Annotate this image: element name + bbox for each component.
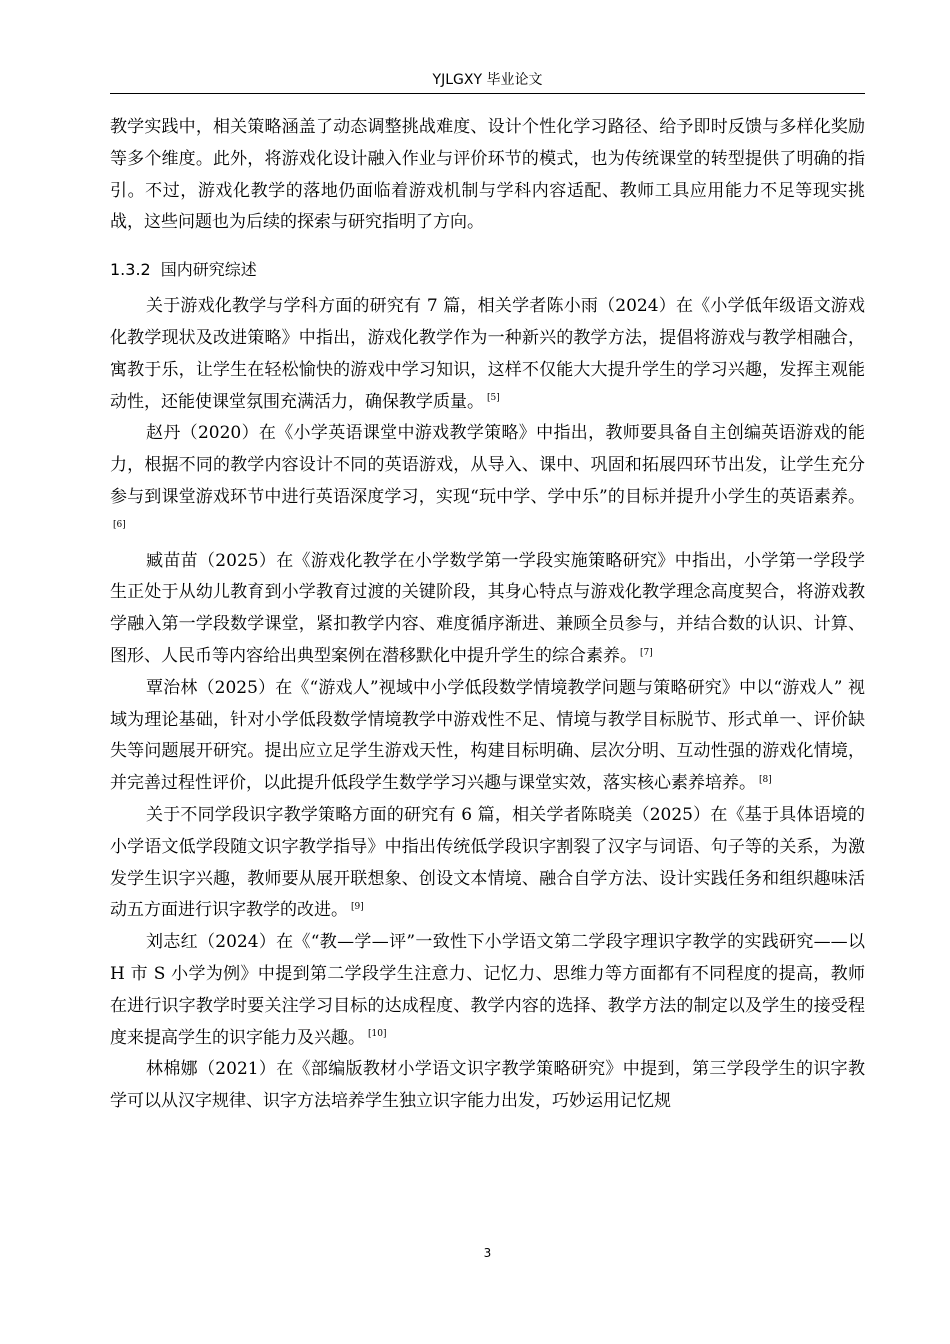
paragraph-qin-zhilin — [110, 673, 865, 800]
section-number: 1.3.2 — [110, 260, 151, 280]
citation-marker: [10] — [368, 1029, 387, 1040]
paragraph-zhao-dan — [110, 418, 865, 545]
paragraph-chen-xiaoyu — [110, 291, 865, 418]
continuation-paragraph: 教学实践中，相关策略涵盖了动态调整挑战难度、设计个性化学习路径、给予即时反馈与多样化奖励等多个维度。此外，将游戏化设计融入作业与评价环节的模式，也为传统课堂的转型提供了明确的指引。不过，游戏化教学的落地仍面临着游戏机制与学科内容适配、教师工具应用能力不足等现实挑战，这些问题也为后续的探索与研究指明了方向。 — [110, 117, 865, 233]
paragraph-text: 关于游戏化教学与学科方面的研究有 7 篇，相关学者陈小雨（2024）在《小学低年级语文游戏化教学现状及改进策略》中指出，游戏化教学作为一种新兴的教学方法，提倡将游戏与教学相融合，寓教于乐，让学生在轻松愉快的游戏中学习知识，这样不仅能大大提升学生的学习兴趣，发挥主观能动性，还能使课堂氛围充满活力，确保教学质量。 — [110, 296, 865, 412]
paragraph-zang-miaomiao — [110, 546, 865, 673]
page-body — [110, 112, 865, 1118]
citation-marker: [8] — [759, 774, 772, 785]
paragraph-text: 林棉娜（2021）在《部编版教材小学语文识字教学策略研究》中提到，第三学段学生的识字教学可以从汉字规律、识字方法培养学生独立识字能力出发，巧妙运用记忆规 — [110, 1059, 865, 1112]
paragraph-liu-zhihong — [110, 927, 865, 1054]
running-header: YJLGXY 毕业论文 — [432, 72, 543, 88]
paragraph-lin-mianna — [110, 1054, 865, 1118]
citation-marker: [6] — [113, 520, 126, 531]
header-rule — [110, 93, 865, 94]
section-heading — [110, 259, 865, 281]
citation-marker: [9] — [351, 902, 364, 913]
paragraph-text: 臧苗苗（2025）在《游戏化教学在小学数学第一学段实施策略研究》中指出，小学第一学段学生正处于从幼儿教育到小学教育过渡的关键阶段，其身心特点与游戏化教学理念高度契合，将游戏教学融入第一学段数学课堂，紧扣教学内容、难度循序渐进、兼顾全员参与，并结合数的认识、计算、图形、人民币等内容给出典型案例在潜移默化中提升学生的综合素养。 — [110, 550, 865, 666]
citation-marker: [5] — [487, 393, 500, 404]
paragraph-text: 关于不同学段识字教学策略方面的研究有 6 篇，相关学者陈晓美（2025）在《基于具体语境的小学语文低学段随文识字教学指导》中指出传统低学段识字割裂了汉字与词语、句子等的关系，为激发学生识字兴趣，教师要从展开联想象、创设文本情境、融合自学方法、设计实践任务和组织趣味活动五方面进行识字教学的改进。 — [110, 804, 865, 921]
citation-marker: [7] — [640, 647, 653, 658]
paragraph-chen-xiaomei — [110, 800, 865, 927]
paragraph-text: 刘志红（2024）在《“教—学—评”一致性下小学语文第二学段字理识字教学的实践研究——以 H 市 S 小学为例》中提到第二学段学生注意力、记忆力、思维力等方面都有不同程度的提高，教师在进行识字教学时要关注学习目标的达成程度、教学内容的选择、教学方法的制定以及学生的接受程度来提高学生的识字能力及兴趣。 — [110, 932, 865, 1048]
paragraph-text: 覃治林（2025）在《“游戏人”视域中小学低段数学情境教学问题与策略研究》中以“游戏人” 视域为理论基础，针对小学低段数学情境教学中游戏性不足、情境与教学目标脱节、形式单一、评价缺失等问题展开研究。提出应立足学生游戏天性，构建目标明确、层次分明、互动性强的游戏化情境，并完善过程性评价，以此提升低段学生数学学习兴趣与课堂实效，落实核心素养培养。 — [110, 677, 865, 794]
section-title: 国内研究综述 — [160, 260, 257, 280]
paragraph-text: 赵丹（2020）在《小学英语课堂中游戏教学策略》中指出，教师要具备自主创编英语游戏的能力，根据不同的教学内容设计不同的英语游戏，从导入、课中、巩固和拓展四环节出发，让学生充分参与到课堂游戏环节中进行英语深度学习，实现“玩中学、学中乐”的目标并提升小学生的英语素养。 — [110, 423, 865, 507]
page-number: 3 — [483, 1246, 492, 1260]
